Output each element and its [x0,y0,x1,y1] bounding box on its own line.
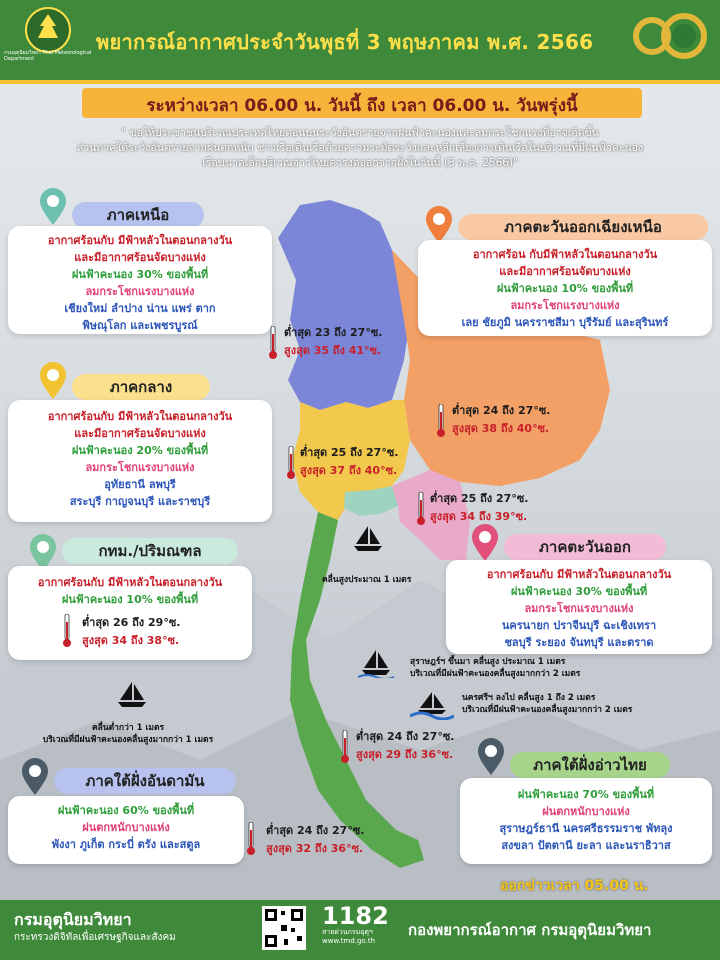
region-card-bangkok [8,566,252,660]
footer-org: กรมอุตุนิยมวิทยา [14,910,132,929]
location-pin-icon [38,362,68,400]
location-pin-icon [424,206,454,244]
condition-line: อากาศร้อนกับ มีฟ้าหลัวในตอนกลางวัน [47,410,233,423]
thermometer-icon [268,326,278,360]
notice-line: " ขอให้ประชาชนบริเวณประเทศไทยตอนบนระวังอันตรายจากฝนฟ้าคะนองและลมกระโชกแรงที่อาจเกิดขึ้น [121,127,599,139]
provinces: พังงา ภูเก็ต กระบี่ ตรัง และสตูล [51,838,201,851]
region-tag-north: ภาคเหนือ [72,202,204,228]
provinces: ชลบุรี ระยอง จันทบุรี และตราด [504,636,654,649]
temp-low: ต่ำสุด 25 ถึง 27°ซ. [430,492,529,505]
location-pin-icon [470,524,500,562]
temperature-central [300,444,398,480]
provinces: เลย ชัยภูมิ นครราชสีมา บุรีรัมย์ และสุรินทร์ [461,316,669,329]
sea-line: บริเวณที่มีฝนฟ้าคะนองคลื่นสูงมากกว่า 2 เมตร [410,669,581,679]
boat-icon [358,648,394,678]
condition-line: และมีอากาศร้อนจัดบางแห่ง [499,265,631,278]
boat-icon [114,680,150,710]
provinces: สุราษฎร์ธานี นครศรีธรรมราช พัทลุง [499,822,673,835]
boat-waves-icon [410,690,454,720]
wind-note: ลมกระโชกแรงบางแห่ง [85,285,195,298]
issued-time: ออกข่าวเวลา 05.00 น. [500,878,649,894]
provinces: อุทัยธานี ลพบุรี [104,478,176,491]
thermometer-icon [340,730,350,764]
thermometer-icon [246,822,256,856]
sea-line: บริเวณที่มีฝนฟ้าคะนองคลื่นสูงมากกว่า 1 เมตร [42,735,214,745]
wind-note: ลมกระโชกแรงบางแห่ง [85,461,195,474]
region-card-south-andaman [8,796,244,864]
rain-chance: ฝนฟ้าคะนอง 30% ของพื้นที่ [510,585,648,598]
provinces: นครนายก ปราจีนบุรี ฉะเชิงเทรา [501,619,657,632]
location-pin-icon [476,738,506,776]
condition-line: อากาศร้อนกับ มีฟ้าหลัวในตอนกลางวัน [486,568,672,581]
provinces: เชียงใหม่ ลำปาง น่าน แพร่ ตาก [64,302,216,315]
rain-chance: ฝนฟ้าคะนอง 70% ของพื้นที่ [517,788,655,801]
temperature-south-gulf [356,728,454,764]
temp-high: สูงสุด 38 ถึง 40°ซ. [452,422,550,435]
condition-line: อากาศร้อนกับ มีฟ้าหลัวในตอนกลางวัน [37,576,223,589]
temp-high: สูงสุด 29 ถึง 36°ซ. [356,748,454,761]
temp-low: ต่ำสุด 23 ถึง 27°ซ. [284,326,383,339]
temp-high: สูงสุด 32 ถึง 36°ซ. [266,842,364,855]
region-tag-northeast: ภาคตะวันออกเฉียงเหนือ [458,214,708,240]
sea-gulf-south [462,692,632,716]
temp-low: ต่ำสุด 24 ถึง 27°ซ. [452,404,551,417]
rain-chance: ฝนฟ้าคะนอง 60% ของพื้นที่ [57,804,195,817]
period-text: ระหว่างเวลา 06.00 น. วันนี้ ถึง เวลา 06.00 น. วันพรุ่งนี้ [146,96,578,116]
provinces: สระบุรี กาญจนบุรี และราชบุรี [69,495,211,508]
logo-caption: กรมอุตุนิยมวิทยา Thai Meteorological Department [4,50,92,62]
temp-high: สูงสุด 34 ถึง 38°ซ. [82,634,180,647]
temperature-north [284,324,382,360]
condition-line: อากาศร้อน กับมีฟ้าหลัวในตอนกลางวัน [472,248,658,261]
provinces: พิษณุโลก และเพชรบูรณ์ [82,319,198,332]
hotline-caption-line: สายด่วนกรมอุตุฯ [322,928,373,936]
condition-line: และมีอากาศร้อนจัดบางแห่ง [74,427,206,440]
thermometer-icon [436,404,446,438]
temp-low: ต่ำสุด 26 ถึง 29°ซ. [82,616,181,629]
sea-upper-gulf: คลื่นสูงประมาณ 1 เมตร [322,575,412,585]
region-tag-south-andaman: ภาคใต้ฝั่งอันดามัน [54,768,236,794]
condition-line: และมีอากาศร้อนจัดบางแห่ง [74,251,206,264]
page-title: พยากรณ์อากาศประจำวันพุธที่ 3 พฤษภาคม พ.ศ. 2566 [96,30,594,54]
region-card-south-gulf [460,778,712,864]
notice-line: ส่วนภาคใต้ระวังอันตรายจากฝนตกหนัก ชาวเรือเดินเรือด้วยความระมัดระวังและหลีกเลี่ยงการเดินเรือในบริเวณที่มีฝนฟ้าคะนอง [76,142,644,154]
region-tag-central: ภาคกลาง [72,374,210,400]
rain-chance: ฝนฟ้าคะนอง 10% ของพื้นที่ [61,593,199,606]
provinces: สงขลา ปัตตานี ยะลา และนราธิวาส [501,839,671,852]
region-card-east [446,560,712,654]
thermometer-icon [62,614,72,648]
boat-icon [350,524,386,554]
website-link[interactable]: www.tmd.go.th [322,937,375,945]
temp-high: สูงสุด 34 ถึง 39°ซ. [430,510,528,523]
sea-line: คลื่นต่ำกว่า 1 เมตร [91,723,165,733]
map-region-south [290,512,424,868]
condition-line: อากาศร้อนกับ มีฟ้าหลัวในตอนกลางวัน [47,234,233,247]
heavy-rain-note: ฝนตกหนักบางแห่ง [542,805,630,818]
temp-low: ต่ำสุด 24 ถึง 27°ซ. [266,824,365,837]
temp-low: ต่ำสุด 25 ถึง 27°ซ. [300,446,399,459]
temp-high: สูงสุด 37 ถึง 40°ซ. [300,464,398,477]
temperature-south-andaman [266,822,364,858]
thermometer-icon [286,446,296,480]
temperature-bangkok [82,614,180,650]
heavy-rain-note: ฝนตกหนักบางแห่ง [82,821,170,834]
wind-note: ลมกระโชกแรงบางแห่ง [510,299,620,312]
rain-chance: ฝนฟ้าคะนอง 20% ของพื้นที่ [71,444,209,457]
wind-note: ลมกระโชกแรงบางแห่ง [524,602,634,615]
map-region-north [278,200,410,410]
region-tag-east: ภาคตะวันออก [504,534,666,560]
region-card-northeast [418,240,712,336]
region-card-central [8,400,272,522]
hotline-number: 1182 [322,902,389,930]
footer-division: กองพยากรณ์อากาศ กรมอุตุนิยมวิทยา [408,921,652,939]
temp-low: ต่ำสุด 24 ถึง 27°ซ. [356,730,455,743]
rain-chance: ฝนฟ้าคะนอง 30% ของพื้นที่ [71,268,209,281]
region-tag-bangkok: กทม./ปริมณฑล [62,538,238,564]
rain-chance: ฝนฟ้าคะนอง 10% ของพื้นที่ [496,282,634,295]
notice-line: เรือขนาดเล็กบริเวณอ่าวไทยควรงดออกจากฝั่งในวันนี้ (3 พ.ค. 2566)" [202,157,518,169]
sea-andaman [22,722,234,746]
sea-line: นครศรีฯ ลงไป คลื่นสูง 1 ถึง 2 เมตร [462,693,596,703]
thermometer-icon [416,492,426,526]
hotline-caption [322,928,375,946]
footer-ministry: กระทรวงดิจิทัลเพื่อเศรษฐกิจและสังคม [14,932,176,943]
region-card-north [8,226,272,334]
temperature-east [430,490,528,526]
qr-code-icon[interactable] [262,906,306,950]
location-pin-icon [38,188,68,226]
sea-line: บริเวณที่มีฝนฟ้าคะนองคลื่นสูงมากกว่า 2 เมตร [462,705,633,715]
location-pin-icon [20,758,50,796]
temp-high: สูงสุด 35 ถึง 41°ซ. [284,344,382,357]
region-tag-south-gulf: ภาคใต้ฝั่งอ่าวไทย [510,752,670,778]
sea-gulf-north [410,656,580,680]
temperature-northeast [452,402,550,438]
sea-line: สุราษฎร์ฯ ขึ้นมา คลื่นสูง ประมาณ 1 เมตร [410,657,566,667]
